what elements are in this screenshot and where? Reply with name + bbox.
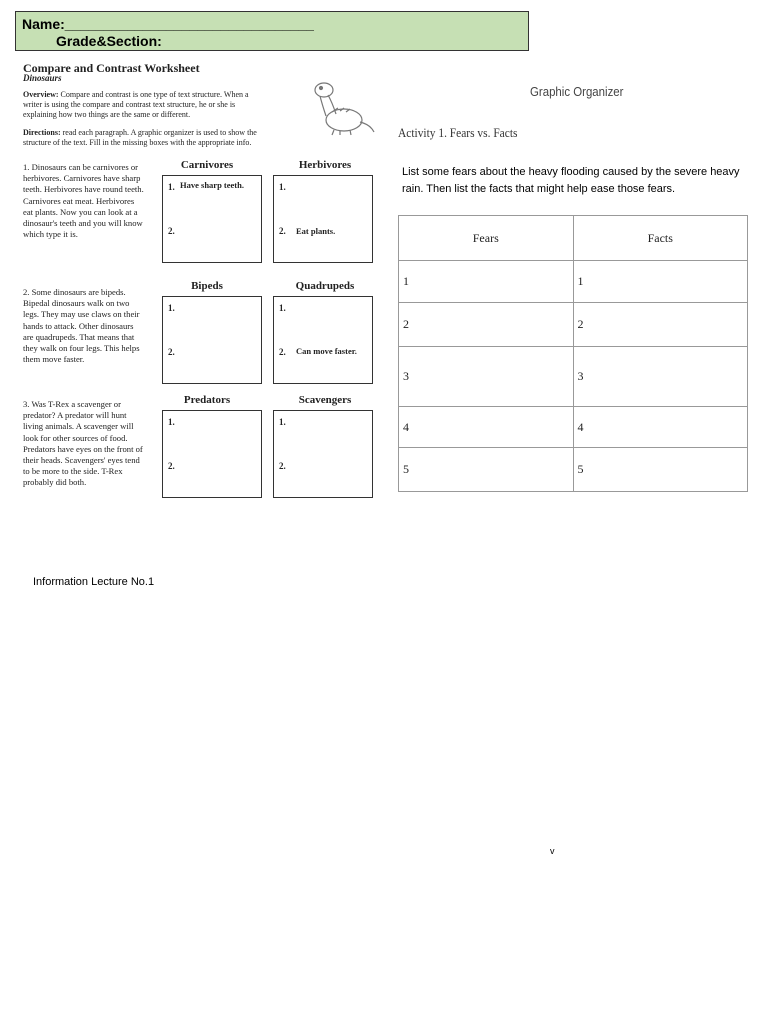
name-grade-header [15,11,529,51]
fear-cell[interactable]: 4 [399,407,574,448]
fact-cell[interactable]: 3 [573,347,748,407]
fears-column-header: Fears [399,216,574,261]
graphic-organizer-title: Graphic Organizer [530,84,624,99]
quadrupeds-fact-2: Can move faster. [296,346,357,356]
predators-label: Predators [183,394,231,406]
scavengers-label: Scavengers [298,394,352,406]
fact-cell[interactable]: 5 [573,448,748,492]
item-number: 1. [168,303,175,313]
item-number: 1. [279,303,286,313]
directions-line2: structure of the text. Fill in the missing boxes with the appropriate info. [23,138,252,147]
fear-cell[interactable]: 3 [399,347,574,407]
carnivores-label: Carnivores [180,159,234,171]
overview-line3: explaining how two things are the same or different. [23,110,191,119]
herbivores-fact-2: Eat plants. [296,226,336,236]
item-number: 2. [279,461,286,471]
carnivores-box[interactable] [162,175,262,263]
overview-label: Overview: [23,90,59,99]
paragraph-2: 2. Some dinosaurs are bipeds. Bipedal dinosaurs walk on two legs. They may use claws on their hands to attack. Other dinosaurs are quadrupeds. That means that they walk on four legs. This helps them move faster. [23,287,140,365]
worksheet-subtitle: Dinosaurs [23,73,62,83]
activity-instructions: List some fears about the heavy flooding caused by the severe heavy rain. Then list the facts that might help ease those fears. [402,166,740,195]
item-number: 2. [279,226,286,236]
worksheet-title: Compare and Contrast Worksheet [23,61,200,75]
item-number: 1. [279,417,286,427]
bipeds-label: Bipeds [191,280,223,292]
grade-section-label: Grade&Section: [56,33,162,49]
predators-box[interactable] [162,410,262,498]
facts-column-header: Facts [573,216,748,261]
directions-label: Directions: [23,128,61,137]
fear-cell[interactable]: 5 [399,448,574,492]
fear-cell[interactable]: 1 [399,261,574,303]
carnivores-fact-1: Have sharp teeth. [180,180,244,190]
item-number: 1. [279,182,286,192]
paragraph-1: 1. Dinosaurs can be carnivores or herbivores. Carnivores have sharp teeth. Herbivores have round teeth. Carnivores eat meat. Herbivores eat plants. Now you can look at a dinosaur's teeth and you will know which type it is. [23,162,144,240]
lecture-label: Information Lecture No.1 [33,576,155,588]
overview-line1: Compare and contrast is one type of text structure. When a [60,90,249,99]
overview-paragraph [23,90,313,120]
bipeds-box[interactable] [162,296,262,384]
fact-cell[interactable]: 2 [573,303,748,347]
item-number: 2. [168,461,175,471]
overview-line2: writer is using the compare and contrast text structure, he or she is [23,100,236,109]
directions-paragraph [23,128,313,148]
item-number: 2. [168,226,175,236]
fact-cell[interactable]: 4 [573,407,748,448]
herbivores-label: Herbivores [298,159,352,171]
dinosaur-illustration-icon [310,78,376,136]
item-number: 1. [168,182,175,192]
activity-title: Activity 1. Fears vs. Facts [398,125,518,140]
fear-cell[interactable]: 2 [399,303,574,347]
quadrupeds-box[interactable] [273,296,373,384]
scavengers-box[interactable] [273,410,373,498]
paragraph-3: 3. Was T-Rex a scavenger or predator? A predator will hunt living animals. A scavenger will look for other sources of food. Predators have eyes on the front of their heads. Scavengers' eyes tend to be more to the side. T-Rex probably did both. [23,399,143,488]
item-number: 2. [279,347,286,357]
item-number: 2. [168,347,175,357]
fact-cell[interactable]: 1 [573,261,748,303]
item-number: 1. [168,417,175,427]
fears-facts-table [398,215,748,492]
directions-line1: read each paragraph. A graphic organizer is used to show the [62,128,257,137]
quadrupeds-label: Quadrupeds [295,280,355,292]
herbivores-box[interactable] [273,175,373,263]
name-line: Name:________________________________ [22,16,314,32]
stray-mark: v [550,846,555,856]
